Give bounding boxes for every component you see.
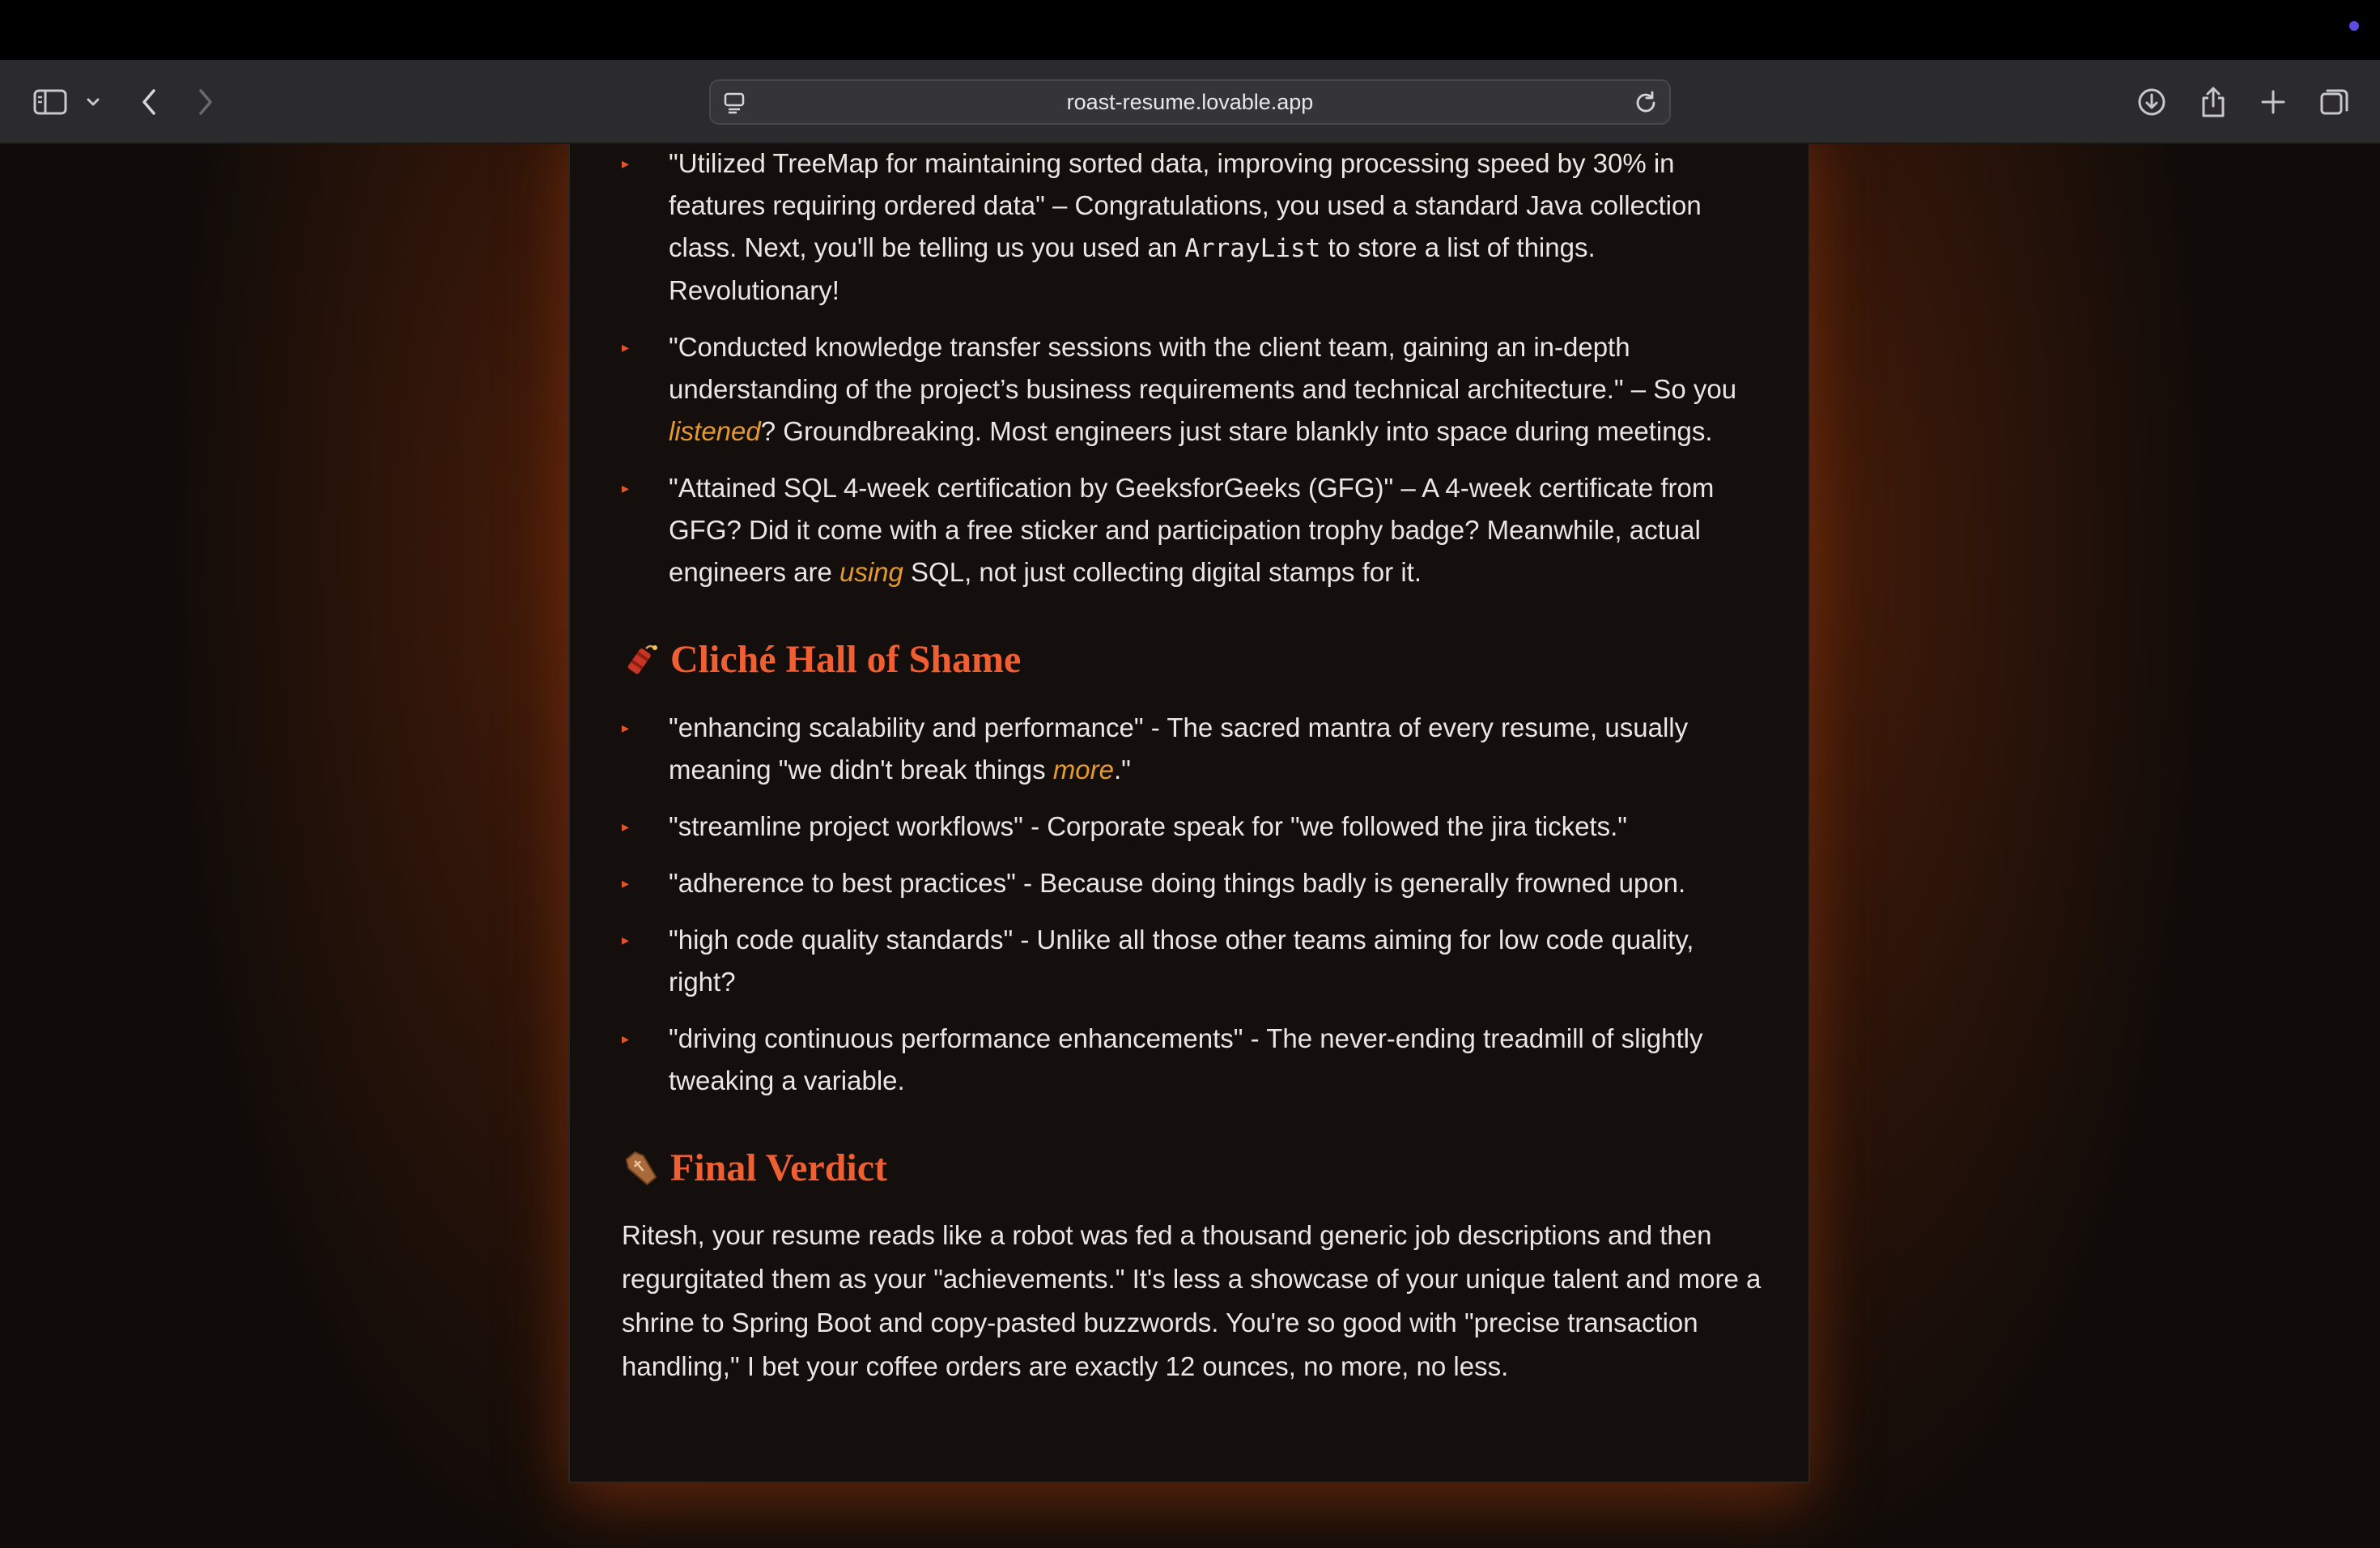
cliche-section-heading [622, 636, 1763, 684]
share-icon[interactable] [2194, 83, 2233, 121]
bullet-arrow-icon: ▸ [622, 1031, 630, 1047]
download-icon[interactable] [2132, 83, 2171, 121]
bullet-arrow-icon: ▸ [622, 480, 630, 496]
bullet-arrow-icon: ▸ [622, 875, 630, 891]
list-item-text: "Utilized TreeMap for maintaining sorted data, improving processing speed by 30% in features requiring ordered data" – Congratulations, you used a standard Java collection class. Next, you'll be telling us you used an [669, 148, 1702, 262]
code-text: ArrayList [1184, 234, 1321, 263]
list-item-text: "Conducted knowledge transfer sessions with the client team, gaining an in-depth understanding of the project’s business requirements and technical architecture." – So you [669, 332, 1737, 404]
list-item-text: "high code quality standards" - Unlike all those other teams aiming for low code quality, right? [669, 925, 1694, 997]
list-item [622, 467, 1763, 593]
experience-roast-list [622, 144, 1763, 593]
tab-overview-icon[interactable] [2315, 83, 2354, 121]
status-indicator-dot [2349, 21, 2359, 31]
browser-toolbar [0, 60, 2380, 144]
reload-icon[interactable] [1632, 89, 1660, 121]
new-tab-plus-icon[interactable] [2254, 83, 2293, 121]
list-item [622, 144, 1763, 312]
list-item [622, 919, 1763, 1003]
list-item-text: ? Groundbreaking. Most engineers just stare blankly into space during meetings. [760, 416, 1713, 446]
list-item [622, 862, 1763, 904]
emphasis-text: more [1052, 755, 1114, 785]
list-item-text: "enhancing scalability and performance" - The sacred mantra of every resume, usually meaning "we didn't break things [669, 712, 1689, 785]
sidebar-toggle-icon[interactable] [31, 83, 70, 121]
list-item-text: "adherence to best practices" - Because doing things badly is generally frowned upon. [669, 868, 1686, 898]
url-text[interactable]: roast-resume.lovable.app [1066, 89, 1314, 114]
bullet-arrow-icon: ▸ [622, 932, 630, 948]
cliche-list [622, 707, 1763, 1102]
bullet-arrow-icon: ▸ [622, 720, 630, 736]
list-item-text: ." [1113, 755, 1131, 785]
list-item [622, 326, 1763, 453]
list-item-text: "streamline project workflows" - Corporate speak for "we followed the jira tickets." [669, 811, 1627, 841]
address-bar[interactable] [709, 79, 1671, 125]
chevron-down-icon[interactable] [74, 83, 112, 121]
emphasis-text: using [839, 557, 903, 587]
coffin-icon [622, 1149, 661, 1188]
cliche-heading-text: Cliché Hall of Shame [670, 638, 1022, 681]
back-arrow-icon[interactable] [130, 83, 168, 121]
list-item-text: to store a list of things. Revolutionary! [669, 232, 1596, 305]
list-item-text: SQL, not just collecting digital stamps for it. [903, 557, 1422, 587]
list-item [622, 806, 1763, 848]
list-item-text: "driving continuous performance enhancements" - The never-ending treadmill of slightly tweaking a variable. [669, 1023, 1703, 1095]
bullet-arrow-icon: ▸ [622, 339, 630, 355]
list-item [622, 707, 1763, 791]
verdict-paragraph: Ritesh, your resume reads like a robot was fed a thousand generic job descriptions and then regurgitated them as your "achievements." It's less a showcase of your unique talent and more a shrine to Spring Boot and copy-pasted buzzwords. You're so good with "precise transaction handling," I bet your coffee orders are exactly 12 ounces, no more, no less. [622, 1220, 1762, 1381]
firecracker-icon [622, 640, 661, 679]
forward-arrow-icon[interactable] [186, 83, 225, 121]
list-item [622, 1018, 1763, 1102]
bullet-arrow-icon: ▸ [622, 819, 630, 835]
verdict-heading-text: Final Verdict [670, 1146, 888, 1189]
roast-content [622, 144, 1763, 1389]
bullet-arrow-icon: ▸ [622, 155, 630, 172]
verdict-section-heading [622, 1144, 1763, 1193]
system-menubar [0, 0, 2380, 60]
emphasis-text: listened [669, 416, 761, 446]
list-item-text: "Attained SQL 4-week certification by GeeksforGeeks (GFG)" – A 4-week certificate from GFG? Did it come with a free sticker and participation trophy badge? Meanwhile, actual engineers are [669, 473, 1715, 587]
page-viewport[interactable] [0, 144, 2380, 1548]
